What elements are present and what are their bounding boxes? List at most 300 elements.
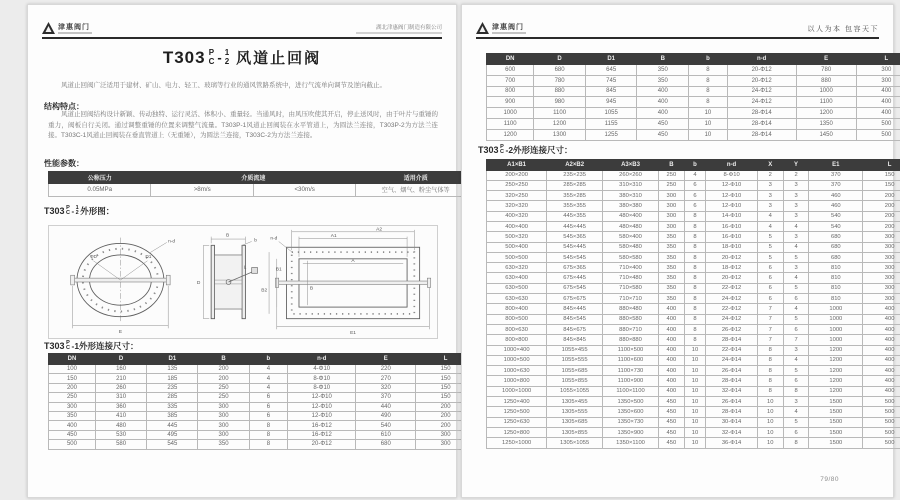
table-cell: 5 — [783, 252, 809, 262]
table-cell: 600 — [487, 65, 534, 76]
column-header: D1 — [147, 354, 198, 365]
table-row — [487, 314, 900, 324]
table-cell: 28-Φ14 — [727, 118, 796, 129]
table-cell: 1250×400 — [487, 397, 547, 407]
table-cell: 1200 — [809, 376, 863, 386]
table-cell: 1305×855 — [547, 427, 603, 437]
table-cell: 300 — [863, 273, 900, 283]
table-cell: 300 — [198, 411, 249, 420]
table-cell: 285 — [147, 393, 198, 402]
table-cell: 8 — [689, 65, 728, 76]
table-cell: 400 — [863, 386, 900, 396]
table-cell: 680 — [809, 232, 863, 242]
table-cell: 545×365 — [547, 232, 603, 242]
table-cell: 300 — [198, 430, 249, 439]
table-cell: 6 — [783, 376, 809, 386]
table-cell: 1305×455 — [547, 397, 603, 407]
table-cell: 350 — [658, 232, 684, 242]
table-cell: 500 — [863, 407, 900, 417]
table-cell: 1250×630 — [487, 417, 547, 427]
table-cell: 185 — [147, 374, 198, 383]
column-header: n-d — [706, 160, 758, 171]
table-cell: 1350×600 — [603, 407, 659, 417]
table-cell: 2 — [783, 170, 809, 180]
table-cell: 300 — [49, 402, 96, 411]
table-cell: 800×630 — [487, 324, 547, 334]
column-header: DN — [49, 354, 96, 365]
table-cell: 1000×800 — [487, 376, 547, 386]
table-cell: 6 — [249, 411, 287, 420]
table-cell: 14-Φ10 — [706, 211, 758, 221]
column-header: Y — [783, 160, 809, 171]
column-header: B — [198, 354, 249, 365]
table-cell: 200 — [863, 201, 900, 211]
pc-variant-stack — [209, 49, 215, 66]
table-row — [487, 108, 900, 119]
table-cell: 410 — [95, 411, 146, 420]
table-cell: 5 — [783, 283, 809, 293]
round-flange-view — [71, 238, 176, 336]
table-cell: 300 — [863, 232, 900, 242]
table-cell: 1055×1055 — [547, 386, 603, 396]
table-cell: 0.05MPa — [49, 184, 151, 197]
table-cell: 400 — [856, 97, 900, 108]
table-cell: 545×545 — [547, 252, 603, 262]
table-cell: 300 — [863, 283, 900, 293]
dim-label-b-inner: B — [309, 286, 314, 292]
table-cell: 12-Φ10 — [288, 411, 356, 420]
table-cell: 270 — [356, 374, 416, 383]
table-cell: 335 — [147, 402, 198, 411]
table-row — [487, 75, 900, 86]
table-cell: 250 — [49, 393, 96, 402]
table-cell: 675×445 — [547, 273, 603, 283]
table-cell: 480×400 — [603, 211, 659, 221]
table-cell: 545 — [147, 440, 198, 449]
table-cell: 610 — [356, 430, 416, 439]
table-cell: 10 — [757, 407, 783, 417]
table-cell: 680 — [809, 252, 863, 262]
table-cell: 6 — [757, 273, 783, 283]
table-cell: 320×320 — [487, 201, 547, 211]
pc-variant-stack — [66, 341, 70, 352]
table-cell: 10 — [684, 355, 706, 365]
table-row — [487, 201, 900, 211]
table-row — [49, 402, 476, 411]
table-cell: 1055×685 — [547, 366, 603, 376]
table-cell: 7 — [757, 304, 783, 314]
table-cell: 500 — [863, 438, 900, 448]
table-cell: 350 — [198, 440, 249, 449]
table-cell: 12-Φ10 — [706, 191, 758, 201]
table-row — [487, 397, 900, 407]
table-cell: 235 — [147, 383, 198, 392]
table-cell: 200 — [49, 383, 96, 392]
dim-label-b: B — [225, 233, 230, 239]
table-cell: 320×250 — [487, 191, 547, 201]
table-cell: 260 — [95, 383, 146, 392]
variant-top: P — [208, 48, 215, 57]
table-cell: 8 — [684, 273, 706, 283]
table-cell: 1500 — [809, 397, 863, 407]
table-cell: 8 — [757, 386, 783, 396]
table-cell: 8 — [684, 263, 706, 273]
table-cell: 300 — [658, 221, 684, 231]
table-cell: 8-Φ10 — [288, 374, 356, 383]
table-cell: 355×355 — [547, 201, 603, 211]
table-cell: 480×480 — [603, 221, 659, 231]
table-cell: 10 — [684, 386, 706, 396]
table-cell: 680 — [534, 65, 586, 76]
table-cell: 480 — [95, 421, 146, 430]
column-header: X — [757, 160, 783, 171]
table-cell: 235×235 — [547, 170, 603, 180]
table-cell: 400 — [49, 421, 96, 430]
table-row — [487, 345, 900, 355]
performance-heading: 性能参数： — [44, 159, 84, 168]
table-cell: 490 — [356, 411, 416, 420]
variant-bottom: C — [500, 149, 504, 155]
table-cell: 5 — [757, 232, 783, 242]
dim-label-nd2: n-d — [270, 236, 278, 242]
performance-table — [48, 171, 476, 197]
column-header: 适用介质 — [356, 172, 476, 184]
model-text: T303 — [44, 341, 65, 351]
table-cell: 300 — [416, 440, 476, 449]
column-header: D — [95, 354, 146, 365]
table-cell: 1055×455 — [547, 345, 603, 355]
table-cell: 1200 — [487, 129, 534, 140]
table-row — [49, 430, 476, 439]
table-cell: 10 — [684, 397, 706, 407]
table-cell: 10 — [757, 397, 783, 407]
dims1-table — [48, 353, 476, 450]
table-cell: 16-Φ10 — [706, 221, 758, 231]
table-cell: 1500 — [809, 407, 863, 417]
heading-suffix: 外形图： — [80, 206, 115, 216]
table-row — [487, 376, 900, 386]
table-cell: 300 — [658, 201, 684, 211]
table-cell: 675×365 — [547, 263, 603, 273]
table-cell: 350 — [49, 411, 96, 420]
table-cell: 350 — [658, 273, 684, 283]
page-header-left — [42, 11, 442, 39]
brand-subline — [492, 32, 526, 34]
table-cell: 24-Φ12 — [706, 314, 758, 324]
table-cell: 24-Φ14 — [706, 355, 758, 365]
table-row — [487, 97, 900, 108]
table-cell: 350 — [658, 263, 684, 273]
table-cell: 450 — [658, 417, 684, 427]
table-cell: 28-Φ14 — [727, 108, 796, 119]
table-cell: 810 — [809, 263, 863, 273]
table-cell: 1305×555 — [547, 407, 603, 417]
table-cell: 300 — [658, 191, 684, 201]
table-cell: 3 — [783, 263, 809, 273]
table-cell: 380×380 — [603, 201, 659, 211]
dims2-table — [486, 159, 900, 449]
table-cell: 800×500 — [487, 314, 547, 324]
table-cell: 5 — [783, 314, 809, 324]
table-row — [487, 170, 900, 180]
table-cell: 580×480 — [603, 242, 659, 252]
table-row — [487, 438, 900, 448]
table-cell: 10 — [757, 417, 783, 427]
table-cell: 1200 — [796, 108, 856, 119]
table-cell: 8 — [684, 252, 706, 262]
table-row — [487, 191, 900, 201]
table-cell: 1500 — [809, 438, 863, 448]
table-cell: 8 — [757, 345, 783, 355]
table-cell: 3 — [757, 201, 783, 211]
variant-top: P — [66, 204, 70, 211]
pc-variant-stack — [500, 145, 504, 156]
table-cell: 810 — [809, 283, 863, 293]
dims1-cont-table-body — [487, 65, 900, 141]
table-cell: 32-Φ14 — [706, 386, 758, 396]
table-cell: 320 — [356, 383, 416, 392]
catalog-page-right — [461, 4, 894, 498]
table-cell: 260×260 — [603, 170, 659, 180]
table-cell: 900 — [487, 97, 534, 108]
table-cell: 4 — [757, 211, 783, 221]
table-cell: 400 — [658, 324, 684, 334]
column-header: D1 — [585, 54, 637, 65]
table-cell: 12-Φ10 — [706, 201, 758, 211]
table-cell: 1350×730 — [603, 417, 659, 427]
table-cell: 210 — [95, 374, 146, 383]
table-cell: 8 — [249, 430, 287, 439]
column-header: B — [637, 54, 689, 65]
table-cell: 1500 — [809, 417, 863, 427]
table-cell: 6 — [684, 191, 706, 201]
table-cell: 880×580 — [603, 314, 659, 324]
model-text: T303 — [478, 145, 499, 155]
table-row — [49, 365, 476, 374]
dim-label-b-small: b — [254, 238, 257, 244]
table-cell: 250 — [658, 170, 684, 180]
table-cell: 6 — [757, 263, 783, 273]
table-cell: 700 — [487, 75, 534, 86]
table-cell: 12-Φ10 — [706, 180, 758, 190]
dash-text: - — [71, 206, 75, 216]
table-cell: 1100×900 — [603, 376, 659, 386]
table-row — [487, 294, 900, 304]
table-cell: 3 — [783, 211, 809, 221]
table-cell: 1100 — [487, 118, 534, 129]
table-cell: 6 — [684, 180, 706, 190]
brand-name-block — [492, 24, 526, 35]
table-cell: 300 — [856, 75, 900, 86]
table-cell: 300 — [658, 211, 684, 221]
table-cell: 400 — [863, 335, 900, 345]
table-cell: 540 — [809, 211, 863, 221]
table-cell: 28-Φ14 — [706, 407, 758, 417]
table-cell: 1000×400 — [487, 345, 547, 355]
table-cell: 3 — [757, 191, 783, 201]
table-cell: 5 — [783, 366, 809, 376]
table-cell: 2 — [757, 170, 783, 180]
table-cell: 10 — [684, 407, 706, 417]
table-cell: 30-Φ14 — [706, 417, 758, 427]
frac-stack — [76, 206, 79, 217]
table-cell: 6 — [249, 393, 287, 402]
structure-paragraph: 风道止回阀结构设计新颖、传动独特、运行灵活、体积小、重量轻。当通风时，由风压吹使其开启，停止送风时，由于叶片与重锤的重力，阀板自行关闭。通过调整重锤的位置来调整气流量。T303P-1风道止回阀装在水平管道上，为圆法兰连接，T303P-2为方法兰连接。T303C-1风道止回阀装在垂直管道上（无重锤），为圆法兰连接，T303C-2为方法兰连接。 — [48, 111, 438, 139]
table-cell: 150 — [416, 365, 476, 374]
table-cell: 355×285 — [547, 191, 603, 201]
column-header: B — [658, 160, 684, 171]
brand-name: 津惠阀门 — [492, 23, 524, 31]
table-cell: 150 — [49, 374, 96, 383]
table-cell: 8 — [783, 386, 809, 396]
table-cell: 8 — [757, 355, 783, 365]
table-cell: 8 — [684, 211, 706, 221]
table-cell: 400 — [658, 345, 684, 355]
table-cell: 400 — [856, 108, 900, 119]
table-cell: 370 — [809, 170, 863, 180]
table-cell: 4 — [783, 273, 809, 283]
table-row — [49, 421, 476, 430]
table-cell: 450 — [49, 430, 96, 439]
table-cell: 1055×855 — [547, 376, 603, 386]
brand-logo — [476, 22, 526, 34]
table-cell: 5 — [757, 252, 783, 262]
table-cell: 385 — [147, 411, 198, 420]
table-cell: 350 — [658, 242, 684, 252]
side-section-view — [197, 233, 258, 319]
company-motto: 以人为本 包容天下 — [807, 26, 879, 33]
table-cell: 3 — [783, 345, 809, 355]
table-cell: 1300 — [534, 129, 586, 140]
table-cell: 20-Φ12 — [727, 75, 796, 86]
table-cell: 945 — [585, 97, 637, 108]
column-header: 介质流速 — [151, 172, 356, 184]
table-cell: 400 — [863, 345, 900, 355]
table-cell: 350 — [637, 65, 689, 76]
dim-label-b2: B2 — [261, 288, 268, 294]
brand-triangle-icon — [476, 22, 489, 34]
column-header: A1×B1 — [487, 160, 547, 171]
table-cell: 6 — [757, 283, 783, 293]
table-cell: 10 — [689, 129, 728, 140]
table-cell: 4 — [783, 242, 809, 252]
table-cell: 445×445 — [547, 221, 603, 231]
table-cell: 200 — [416, 421, 476, 430]
table-cell: 400 — [658, 376, 684, 386]
table-cell: 400 — [863, 366, 900, 376]
table-cell: 450 — [658, 397, 684, 407]
variant-top: P — [500, 143, 504, 150]
table-cell: 12-Φ10 — [288, 393, 356, 402]
table-cell: 845×445 — [547, 304, 603, 314]
table-cell: 300 — [856, 65, 900, 76]
frac-bottom: 2 — [75, 210, 79, 216]
product-name: 风道止回阀 — [236, 50, 322, 67]
model-text: T303 — [162, 47, 206, 67]
table-cell: 5 — [783, 417, 809, 427]
table-cell: 400 — [658, 355, 684, 365]
table-cell: 500 — [863, 427, 900, 437]
table-cell: 8 — [249, 421, 287, 430]
company-block — [356, 25, 442, 35]
brand-triangle-icon — [42, 22, 55, 34]
table-header-row — [487, 160, 900, 171]
table-cell: 400 — [637, 108, 689, 119]
table-cell: 7 — [757, 324, 783, 334]
table-cell: 810 — [809, 294, 863, 304]
company-name: 湖北津惠阀门制造有限公司 — [375, 24, 442, 31]
table-cell: 500×500 — [487, 252, 547, 262]
column-header: A2×B2 — [547, 160, 603, 171]
table-row — [49, 383, 476, 392]
table-cell: 530 — [95, 430, 146, 439]
table-row — [49, 393, 476, 402]
table-cell: 400 — [658, 304, 684, 314]
table-cell: 1055 — [585, 108, 637, 119]
table-cell: 710×710 — [603, 294, 659, 304]
table-cell: 810 — [809, 273, 863, 283]
outline-drawing-panel — [48, 225, 438, 339]
table-cell: 200 — [863, 191, 900, 201]
table-cell: 4 — [783, 221, 809, 231]
table-cell: 8 — [783, 438, 809, 448]
table-cell: 1255 — [585, 129, 637, 140]
table-cell: 250×250 — [487, 180, 547, 190]
table-cell: 10 — [757, 438, 783, 448]
table-cell: 350 — [658, 283, 684, 293]
dash-text: - — [217, 50, 222, 65]
table-row — [487, 366, 900, 376]
table-cell: 400 — [637, 97, 689, 108]
table-cell: 10 — [757, 427, 783, 437]
table-cell: 16-Φ10 — [706, 232, 758, 242]
table-cell: 500 — [856, 118, 900, 129]
table-cell: 1000×630 — [487, 366, 547, 376]
table-cell: 540 — [809, 221, 863, 231]
table-cell: 1350 — [796, 118, 856, 129]
column-header: n-d — [727, 54, 796, 65]
table-row — [49, 184, 476, 197]
dims1-cont-table-head — [487, 54, 900, 65]
heading-suffix: -1外形连接尺寸： — [71, 341, 139, 351]
table-row — [487, 304, 900, 314]
table-cell: 200 — [416, 411, 476, 420]
table-cell: 22-Φ14 — [706, 345, 758, 355]
table-cell: 4 — [783, 355, 809, 365]
table-cell: 8 — [684, 221, 706, 231]
table-cell: 150 — [416, 374, 476, 383]
table-row — [487, 273, 900, 283]
dims1-heading — [44, 340, 139, 352]
column-header: E — [796, 54, 856, 65]
table-cell: 8 — [757, 366, 783, 376]
table-row — [487, 180, 900, 190]
table-cell: 10 — [684, 427, 706, 437]
table-row — [487, 129, 900, 140]
table-cell: 4 — [757, 221, 783, 231]
table-cell: 150 — [863, 180, 900, 190]
table-cell: 16-Φ12 — [288, 430, 356, 439]
table-row — [487, 242, 900, 252]
table-cell: 400 — [658, 314, 684, 324]
table-cell: 845×545 — [547, 314, 603, 324]
table-cell: 250 — [198, 383, 249, 392]
table-cell: 310×310 — [603, 180, 659, 190]
table-cell: 10 — [684, 345, 706, 355]
frac-top: 1 — [75, 204, 79, 211]
table-cell: 300 — [863, 252, 900, 262]
table-cell: 6 — [783, 294, 809, 304]
